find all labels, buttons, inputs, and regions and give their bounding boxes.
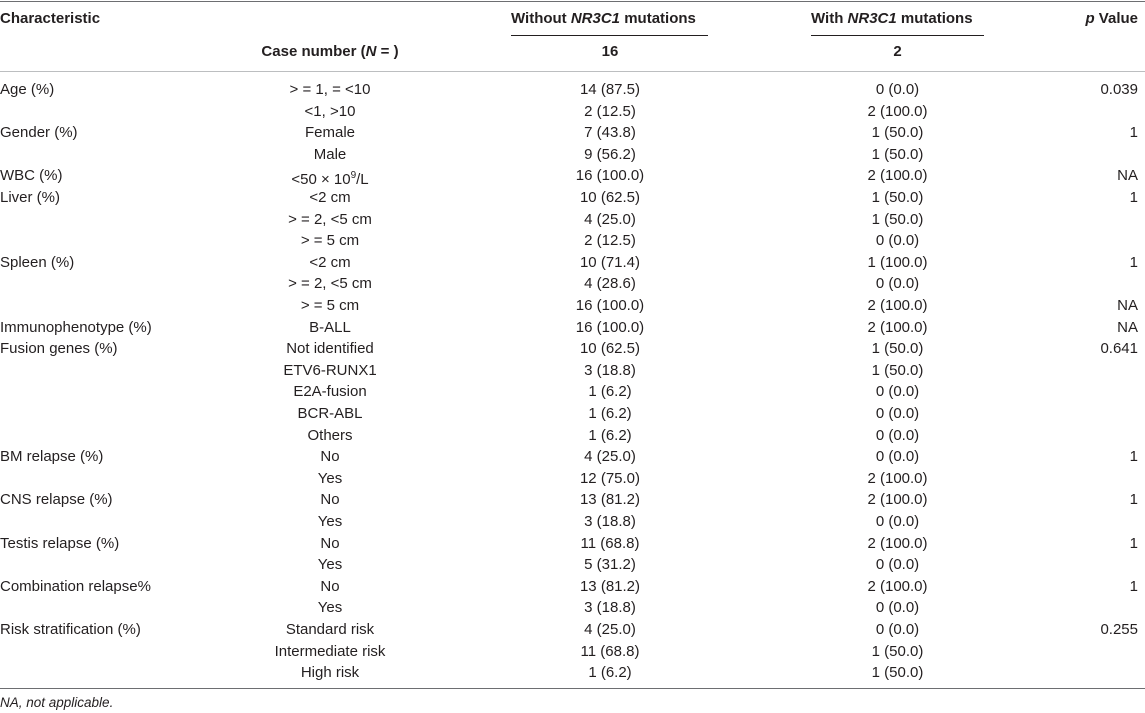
without-mutation-cell: 1 (6.2) (588, 664, 632, 682)
with-mutation-cell: 1 (50.0) (871, 361, 924, 379)
case-label-prefix: Case number ( (261, 43, 366, 60)
without-mutation-cell: 16 (100.0) (575, 297, 645, 314)
with-mutation-cell: 0 (0.0) (875, 513, 920, 530)
header-without-gene: NR3C1 (570, 10, 621, 27)
with-mutation-cell: 1 (50.0) (871, 189, 924, 206)
with-mutation-cell: 0 (0.0) (875, 599, 920, 617)
without-mutation-cell: 4 (28.6) (584, 275, 636, 293)
table-top-rule (0, 1, 1145, 2)
with-mutation-cell: 2 (100.0) (867, 491, 928, 509)
p-value-cell: 1 (1129, 189, 1138, 206)
case-label-suffix: = ) (376, 43, 399, 60)
without-mutation-cell: 2 (12.5) (584, 232, 636, 250)
characteristic-cell: Risk stratification (%) (0, 621, 141, 638)
category-cell: B-ALL (309, 318, 351, 336)
characteristic-cell: Gender (%) (0, 124, 78, 142)
p-value-cell: 0.039 (1100, 81, 1138, 98)
p-value-cell: 1 (1129, 448, 1138, 466)
with-mutation-cell: 0 (0.0) (875, 448, 920, 466)
category-cell: Male (313, 145, 347, 163)
p-value-cell: NA (1117, 167, 1138, 185)
without-mutation-cell: 1 (6.2) (588, 383, 632, 401)
category-cell: > = 5 cm (300, 232, 360, 250)
without-mutation-cell: 4 (25.0) (584, 210, 636, 228)
with-mutation-cell: 0 (0.0) (875, 405, 920, 422)
header-with-gene: NR3C1 (847, 10, 897, 27)
with-mutation-cell: 2 (100.0) (867, 469, 928, 487)
category-cell: <1, >10 (304, 102, 356, 120)
header-without-rule (511, 35, 708, 36)
category-cell: Standard risk (285, 621, 375, 638)
category-cell: E2A-fusion (293, 383, 367, 401)
without-mutation-cell: 16 (100.0) (575, 318, 645, 336)
category-cell: No (320, 534, 340, 552)
p-value-cell: 1 (1129, 491, 1138, 509)
header-with-suffix: mutations (896, 10, 973, 27)
header-characteristic: Characteristic (0, 10, 101, 27)
with-mutation-cell: 2 (100.0) (867, 167, 928, 185)
category-cell: No (320, 448, 340, 466)
header-without-mutations (511, 10, 696, 27)
category-cell: High risk (300, 664, 360, 682)
with-mutation-cell: 0 (0.0) (875, 621, 920, 638)
without-mutation-cell: 2 (12.5) (584, 102, 636, 120)
with-mutation-cell: 2 (100.0) (867, 534, 928, 552)
without-mutation-cell: 13 (81.2) (579, 491, 641, 509)
category-cell: BCR-ABL (297, 405, 363, 422)
characteristic-cell: Immunophenotype (%) (0, 318, 152, 336)
without-mutation-cell: 14 (87.5) (579, 81, 641, 98)
table-bottom-rule (0, 688, 1145, 689)
category-cell: Yes (317, 469, 343, 487)
characteristic-cell: Liver (%) (0, 189, 61, 206)
p-value-cell: 1 (1129, 253, 1138, 271)
category-text: <50 × 10 (291, 171, 351, 189)
category-cell: No (320, 491, 340, 509)
with-mutation-cell: 2 (100.0) (867, 102, 928, 120)
with-mutation-cell: 0 (0.0) (875, 232, 920, 250)
without-mutation-cell: 7 (43.8) (584, 124, 636, 142)
category-cell: > = 2, <5 cm (288, 275, 372, 293)
header-p-rest: Value (1094, 10, 1138, 27)
category-suffix: /L (356, 171, 369, 189)
without-mutation-cell: 12 (75.0) (579, 469, 641, 487)
with-mutation-cell: 1 (50.0) (871, 664, 924, 682)
with-mutation-cell: 1 (50.0) (871, 210, 924, 228)
category-cell: Yes (317, 513, 343, 530)
category-superscript: 9 (350, 170, 357, 182)
without-mutation-cell: 16 (100.0) (575, 167, 645, 185)
category-cell: Intermediate risk (274, 642, 386, 660)
header-with-rule (811, 35, 984, 36)
p-value-cell: NA (1117, 297, 1138, 314)
without-mutation-cell: 3 (18.8) (584, 361, 636, 379)
characteristic-cell: Spleen (%) (0, 253, 75, 271)
header-without-prefix: Without (511, 10, 571, 27)
p-value-cell: 0.641 (1100, 340, 1138, 358)
with-mutation-cell: 0 (0.0) (875, 275, 920, 293)
with-mutation-cell: 1 (50.0) (871, 145, 924, 163)
without-mutation-cell: 4 (25.0) (584, 621, 636, 638)
without-mutation-cell: 11 (68.8) (580, 642, 640, 660)
category-cell: <2 cm (309, 189, 351, 206)
with-mutation-cell: 2 (100.0) (867, 577, 928, 595)
without-mutation-cell: 5 (31.2) (584, 556, 636, 574)
category-cell: Others (307, 426, 353, 444)
without-mutation-cell: 3 (18.8) (584, 599, 636, 617)
with-mutation-cell: 1 (100.0) (867, 253, 928, 271)
p-value-cell: 1 (1129, 534, 1138, 552)
category-cell (230, 165, 430, 187)
without-mutation-cell: 10 (62.5) (579, 340, 641, 358)
with-mutation-cell: 2 (100.0) (867, 318, 928, 336)
without-mutation-cell: 13 (81.2) (579, 577, 641, 595)
with-mutation-cell: 1 (50.0) (871, 642, 924, 660)
with-mutation-cell: 2 (100.0) (867, 297, 928, 314)
p-value-cell: NA (1117, 318, 1138, 336)
category-cell: No (320, 577, 340, 595)
with-mutation-cell: 0 (0.0) (875, 383, 920, 401)
category-cell: > = 2, <5 cm (288, 210, 372, 228)
header-with-mutations (811, 10, 973, 27)
characteristic-cell: WBC (%) (0, 167, 63, 185)
without-mutation-cell: 10 (71.4) (579, 253, 641, 271)
header-p-italic: p (1085, 10, 1095, 27)
header-bottom-rule (0, 71, 1145, 72)
without-mutation-cell: 1 (6.2) (588, 426, 632, 444)
category-cell: Female (304, 124, 356, 142)
with-mutation-cell: 1 (50.0) (871, 124, 924, 142)
characteristic-cell: Testis relapse (%) (0, 534, 120, 552)
characteristic-cell: Combination relapse% (0, 577, 151, 595)
p-value-cell: 1 (1129, 124, 1138, 142)
with-mutation-cell: 0 (0.0) (875, 81, 920, 98)
header-without-suffix: mutations (620, 10, 696, 27)
characteristic-cell: Age (%) (0, 81, 55, 98)
characteristic-cell: BM relapse (%) (0, 448, 104, 466)
with-mutation-cell: 0 (0.0) (875, 426, 920, 444)
category-cell: Not identified (286, 340, 374, 358)
case-number-with: 2 (893, 43, 902, 60)
case-label-n: N (365, 43, 377, 60)
case-number-without: 16 (601, 43, 619, 60)
category-cell: <2 cm (309, 253, 351, 271)
category-cell: > = 5 cm (300, 297, 360, 314)
without-mutation-cell: 3 (18.8) (584, 513, 636, 530)
without-mutation-cell: 10 (62.5) (579, 189, 641, 206)
p-value-cell: 0.255 (1100, 621, 1138, 638)
header-with-prefix: With (811, 10, 848, 27)
category-cell: ETV6-RUNX1 (283, 361, 377, 379)
header-p-value (1085, 10, 1138, 27)
without-mutation-cell: 9 (56.2) (584, 145, 636, 163)
without-mutation-cell: 11 (68.8) (580, 534, 640, 552)
category-cell: Yes (317, 599, 343, 617)
category-cell: > = 1, = <10 (289, 81, 371, 98)
without-mutation-cell: 1 (6.2) (588, 405, 632, 422)
characteristic-cell: Fusion genes (%) (0, 340, 118, 358)
characteristic-cell: CNS relapse (%) (0, 491, 113, 509)
table-footnote: NA, not applicable. (0, 695, 114, 710)
without-mutation-cell: 4 (25.0) (584, 448, 636, 466)
category-cell: Yes (317, 556, 343, 574)
p-value-cell: 1 (1129, 577, 1138, 595)
case-number-label (230, 43, 430, 60)
with-mutation-cell: 0 (0.0) (875, 556, 920, 574)
with-mutation-cell: 1 (50.0) (871, 340, 924, 358)
